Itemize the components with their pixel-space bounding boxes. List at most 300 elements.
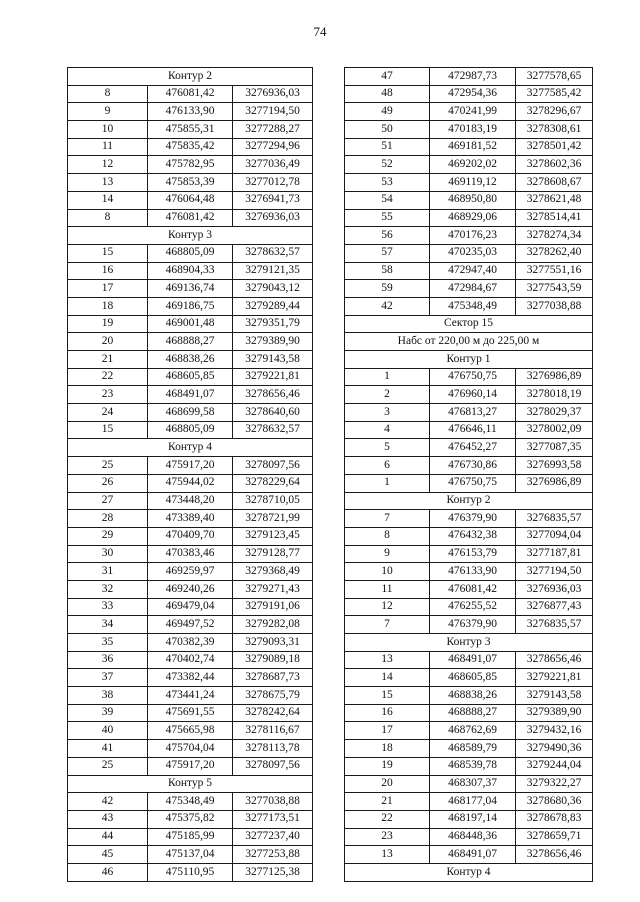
- coordinate-x: 469186,75: [148, 297, 233, 315]
- table-row: [345, 740, 593, 758]
- coordinate-y: 3279191,06: [233, 598, 313, 616]
- table-row: [345, 85, 593, 103]
- section-header-row: [345, 333, 593, 351]
- point-number: 23: [68, 386, 148, 404]
- coordinate-x: 469202,02: [430, 156, 516, 174]
- coordinate-x: 469479,04: [148, 598, 233, 616]
- section-header-row: [345, 315, 593, 333]
- table-row: [345, 121, 593, 139]
- coordinate-y: 3276936,03: [516, 580, 593, 598]
- point-number: 28: [68, 510, 148, 528]
- table-row: [345, 687, 593, 705]
- coordinate-x: 469119,12: [430, 174, 516, 192]
- coordinate-y: 3276986,89: [516, 474, 593, 492]
- coordinate-y: 3278242,64: [233, 704, 313, 722]
- coordinate-y: 3278632,57: [233, 244, 313, 262]
- coordinate-x: 468805,09: [148, 244, 233, 262]
- coordinate-x: 475110,95: [148, 863, 233, 881]
- coordinate-y: 3278659,71: [516, 828, 593, 846]
- coordinate-x: 468605,85: [430, 669, 516, 687]
- coordinate-y: 3278656,46: [516, 651, 593, 669]
- coordinate-y: 3278296,67: [516, 103, 593, 121]
- point-number: 57: [345, 244, 430, 262]
- point-number: 22: [345, 810, 430, 828]
- section-header-row: [345, 863, 593, 881]
- point-number: 7: [345, 616, 430, 634]
- coordinate-y: 3277288,27: [233, 121, 313, 139]
- point-number: 52: [345, 156, 430, 174]
- point-number: 26: [68, 474, 148, 492]
- coordinate-x: 468838,26: [148, 351, 233, 369]
- point-number: 45: [68, 846, 148, 864]
- coordinate-y: 3279221,81: [233, 368, 313, 386]
- coordinate-y: 3276941,73: [233, 191, 313, 209]
- coordinate-x: 476750,75: [430, 474, 516, 492]
- table-row: [68, 474, 313, 492]
- point-number: 29: [68, 527, 148, 545]
- point-number: 16: [345, 704, 430, 722]
- table-row: [68, 351, 313, 369]
- section-header-row: [68, 227, 313, 245]
- table-row: [68, 404, 313, 422]
- coordinate-y: 3277173,51: [233, 810, 313, 828]
- table-row: [68, 368, 313, 386]
- table-row: [68, 262, 313, 280]
- table-row: [345, 616, 593, 634]
- coordinate-x: 469001,48: [148, 315, 233, 333]
- point-number: 16: [68, 262, 148, 280]
- table-row: [68, 457, 313, 475]
- point-number: 12: [345, 598, 430, 616]
- table-row: [68, 280, 313, 298]
- table-row: [68, 510, 313, 528]
- coordinate-x: 470409,70: [148, 527, 233, 545]
- point-number: 2: [345, 386, 430, 404]
- coordinate-y: 3276936,03: [233, 85, 313, 103]
- coordinate-x: 468491,07: [430, 651, 516, 669]
- table-row: [68, 687, 313, 705]
- coordinate-y: 3279490,36: [516, 740, 593, 758]
- point-number: 36: [68, 651, 148, 669]
- point-number: 11: [345, 580, 430, 598]
- coordinate-x: 468805,09: [148, 421, 233, 439]
- coordinates-table-right: [344, 67, 593, 882]
- table-row: [68, 121, 313, 139]
- point-number: 9: [345, 545, 430, 563]
- coordinate-y: 3277194,50: [516, 563, 593, 581]
- section-header: Сектор 15: [345, 315, 593, 333]
- point-number: 3: [345, 404, 430, 422]
- coordinate-y: 3279043,12: [233, 280, 313, 298]
- coordinate-x: 476452,27: [430, 439, 516, 457]
- coordinate-y: 3279432,16: [516, 722, 593, 740]
- table-row: [345, 563, 593, 581]
- coordinate-y: 3278710,05: [233, 492, 313, 510]
- point-number: 56: [345, 227, 430, 245]
- point-number: 1: [345, 474, 430, 492]
- point-number: 39: [68, 704, 148, 722]
- point-number: 14: [68, 191, 148, 209]
- coordinate-x: 470402,74: [148, 651, 233, 669]
- point-number: 12: [68, 156, 148, 174]
- point-number: 54: [345, 191, 430, 209]
- coordinate-x: 476730,86: [430, 457, 516, 475]
- point-number: 42: [345, 297, 430, 315]
- table-row: [68, 563, 313, 581]
- coordinate-y: 3278678,83: [516, 810, 593, 828]
- section-header-row: [68, 68, 313, 86]
- coordinate-x: 469259,97: [148, 563, 233, 581]
- section-header-row: [345, 634, 593, 652]
- coordinate-y: 3277194,50: [233, 103, 313, 121]
- coordinate-y: 3278262,40: [516, 244, 593, 262]
- coordinate-x: 476133,90: [148, 103, 233, 121]
- point-number: 47: [345, 68, 430, 86]
- table-row: [68, 209, 313, 227]
- coordinate-x: 468888,27: [148, 333, 233, 351]
- table-row: [68, 846, 313, 864]
- coordinate-x: 476960,14: [430, 386, 516, 404]
- point-number: 9: [68, 103, 148, 121]
- coordinate-y: 3279389,90: [516, 704, 593, 722]
- point-number: 19: [68, 315, 148, 333]
- coordinate-x: 473382,44: [148, 669, 233, 687]
- point-number: 5: [345, 439, 430, 457]
- coordinate-y: 3279121,35: [233, 262, 313, 280]
- coordinate-y: 3278608,67: [516, 174, 593, 192]
- table-row: [345, 421, 593, 439]
- coordinate-y: 3278621,48: [516, 191, 593, 209]
- table-row: [68, 651, 313, 669]
- coordinate-y: 3279282,08: [233, 616, 313, 634]
- point-number: 6: [345, 457, 430, 475]
- point-number: 50: [345, 121, 430, 139]
- coordinate-x: 470183,19: [430, 121, 516, 139]
- point-number: 4: [345, 421, 430, 439]
- coordinate-x: 468491,07: [430, 846, 516, 864]
- table-row: [345, 386, 593, 404]
- coordinate-x: 475137,04: [148, 846, 233, 864]
- point-number: 51: [345, 138, 430, 156]
- table-row: [68, 386, 313, 404]
- coordinate-x: 469136,74: [148, 280, 233, 298]
- section-header: Контур 4: [345, 863, 593, 881]
- table-row: [345, 704, 593, 722]
- coordinate-x: 470235,03: [430, 244, 516, 262]
- point-number: 11: [68, 138, 148, 156]
- table-row: [68, 828, 313, 846]
- point-number: 1: [345, 368, 430, 386]
- point-number: 17: [68, 280, 148, 298]
- coordinate-y: 3277087,35: [516, 439, 593, 457]
- coordinate-y: 3279128,77: [233, 545, 313, 563]
- coordinate-x: 475944,02: [148, 474, 233, 492]
- coordinate-x: 469181,52: [430, 138, 516, 156]
- section-header: Контур 1: [345, 351, 593, 369]
- coordinate-x: 475917,20: [148, 457, 233, 475]
- section-header-row: [345, 351, 593, 369]
- coordinate-x: 476153,79: [430, 545, 516, 563]
- coordinate-x: 476081,42: [148, 209, 233, 227]
- point-number: 14: [345, 669, 430, 687]
- point-number: 32: [68, 580, 148, 598]
- coordinate-y: 3277585,42: [516, 85, 593, 103]
- point-number: 7: [345, 510, 430, 528]
- coordinate-x: 468197,14: [430, 810, 516, 828]
- table-row: [345, 156, 593, 174]
- point-number: 8: [68, 85, 148, 103]
- coordinate-y: 3277543,59: [516, 280, 593, 298]
- section-header: Контур 5: [68, 775, 313, 793]
- table-row: [68, 138, 313, 156]
- table-row: [345, 757, 593, 775]
- point-number: 15: [68, 421, 148, 439]
- coordinate-x: 475835,42: [148, 138, 233, 156]
- table-row: [68, 191, 313, 209]
- table-row: [68, 598, 313, 616]
- table-row: [345, 810, 593, 828]
- coordinate-x: 472984,67: [430, 280, 516, 298]
- coordinate-y: 3276936,03: [233, 209, 313, 227]
- coordinate-y: 3278308,61: [516, 121, 593, 139]
- coordinate-y: 3278113,78: [233, 740, 313, 758]
- coordinate-y: 3278675,79: [233, 687, 313, 705]
- table-row: [345, 244, 593, 262]
- table-row: [68, 545, 313, 563]
- coordinate-y: 3277094,04: [516, 527, 593, 545]
- table-row: [345, 545, 593, 563]
- coordinate-x: 473441,24: [148, 687, 233, 705]
- table-row: [345, 68, 593, 86]
- coordinate-x: 468605,85: [148, 368, 233, 386]
- point-number: 8: [345, 527, 430, 545]
- coordinate-y: 3277187,81: [516, 545, 593, 563]
- section-header: Контур 2: [345, 492, 593, 510]
- coordinate-x: 476432,38: [430, 527, 516, 545]
- coordinate-y: 3278656,46: [516, 846, 593, 864]
- section-header: Набс от 220,00 м до 225,00 м: [345, 333, 593, 351]
- coordinate-y: 3276835,57: [516, 616, 593, 634]
- table-row: [68, 492, 313, 510]
- point-number: 18: [68, 297, 148, 315]
- coordinate-x: 468838,26: [430, 687, 516, 705]
- coordinate-x: 476255,52: [430, 598, 516, 616]
- coordinate-x: 475917,20: [148, 757, 233, 775]
- table-row: [68, 244, 313, 262]
- coordinate-y: 3277294,96: [233, 138, 313, 156]
- point-number: 19: [345, 757, 430, 775]
- table-row: [345, 722, 593, 740]
- coordinate-x: 468904,33: [148, 262, 233, 280]
- point-number: 55: [345, 209, 430, 227]
- point-number: 30: [68, 545, 148, 563]
- table-row: [345, 527, 593, 545]
- coordinate-x: 475348,49: [148, 793, 233, 811]
- coordinate-y: 3277551,16: [516, 262, 593, 280]
- coordinate-y: 3278116,67: [233, 722, 313, 740]
- point-number: 25: [68, 457, 148, 475]
- coordinate-y: 3279351,79: [233, 315, 313, 333]
- coordinate-x: 475375,82: [148, 810, 233, 828]
- table-row: [68, 757, 313, 775]
- coordinate-x: 472947,40: [430, 262, 516, 280]
- coordinate-x: 475665,98: [148, 722, 233, 740]
- point-number: 38: [68, 687, 148, 705]
- coordinate-x: 476813,27: [430, 404, 516, 422]
- table-row: [345, 669, 593, 687]
- table-row: [68, 103, 313, 121]
- coordinate-y: 3278501,42: [516, 138, 593, 156]
- coordinate-x: 475855,31: [148, 121, 233, 139]
- point-number: 48: [345, 85, 430, 103]
- coordinate-y: 3276986,89: [516, 368, 593, 386]
- point-number: 40: [68, 722, 148, 740]
- point-number: 23: [345, 828, 430, 846]
- table-row: [68, 315, 313, 333]
- point-number: 22: [68, 368, 148, 386]
- point-number: 34: [68, 616, 148, 634]
- point-number: 21: [345, 793, 430, 811]
- coordinate-y: 3278029,37: [516, 404, 593, 422]
- coordinate-y: 3277012,78: [233, 174, 313, 192]
- section-header-row: [68, 439, 313, 457]
- table-row: [345, 209, 593, 227]
- point-number: 10: [345, 563, 430, 581]
- table-row: [68, 527, 313, 545]
- coordinate-x: 468539,78: [430, 757, 516, 775]
- section-header: Контур 3: [345, 634, 593, 652]
- coordinate-x: 468448,36: [430, 828, 516, 846]
- table-row: [68, 174, 313, 192]
- point-number: 15: [68, 244, 148, 262]
- point-number: 49: [345, 103, 430, 121]
- coordinate-x: 476750,75: [430, 368, 516, 386]
- table-row: [345, 828, 593, 846]
- section-header-row: [68, 775, 313, 793]
- coordinate-x: 475348,49: [430, 297, 516, 315]
- coordinate-x: 468307,37: [430, 775, 516, 793]
- coordinate-y: 3276877,43: [516, 598, 593, 616]
- table-row: [68, 580, 313, 598]
- point-number: 8: [68, 209, 148, 227]
- coordinate-x: 468699,58: [148, 404, 233, 422]
- table-row: [345, 368, 593, 386]
- point-number: 24: [68, 404, 148, 422]
- table-row: [68, 810, 313, 828]
- table-row: [345, 793, 593, 811]
- table-row: [345, 474, 593, 492]
- coordinate-x: 470176,23: [430, 227, 516, 245]
- coordinate-y: 3279221,81: [516, 669, 593, 687]
- point-number: 31: [68, 563, 148, 581]
- table-row: [345, 174, 593, 192]
- coordinate-x: 468929,06: [430, 209, 516, 227]
- table-row: [68, 333, 313, 351]
- point-number: 58: [345, 262, 430, 280]
- point-number: 10: [68, 121, 148, 139]
- table-row: [68, 634, 313, 652]
- coordinate-y: 3276993,58: [516, 457, 593, 475]
- coordinate-y: 3278002,09: [516, 421, 593, 439]
- coordinate-x: 476081,42: [148, 85, 233, 103]
- coordinate-x: 470382,39: [148, 634, 233, 652]
- table-row: [345, 280, 593, 298]
- coordinate-x: 476379,90: [430, 510, 516, 528]
- table-row: [68, 421, 313, 439]
- coordinate-y: 3277038,88: [516, 297, 593, 315]
- page-number: 74: [313, 24, 327, 39]
- coordinate-x: 470241,99: [430, 103, 516, 121]
- table-row: [345, 775, 593, 793]
- point-number: 46: [68, 863, 148, 881]
- coordinate-x: 475691,55: [148, 704, 233, 722]
- coordinate-y: 3279322,27: [516, 775, 593, 793]
- coordinate-y: 3278514,41: [516, 209, 593, 227]
- coordinate-y: 3278097,56: [233, 757, 313, 775]
- coordinate-x: 468177,04: [430, 793, 516, 811]
- section-header: Контур 2: [68, 68, 313, 86]
- point-number: 20: [68, 333, 148, 351]
- coordinate-x: 468888,27: [430, 704, 516, 722]
- table-row: [345, 404, 593, 422]
- table-row: [345, 297, 593, 315]
- table-row: [345, 651, 593, 669]
- table-row: [345, 598, 593, 616]
- table-row: [68, 85, 313, 103]
- coordinate-y: 3278018,19: [516, 386, 593, 404]
- table-row: [345, 439, 593, 457]
- coordinate-y: 3279143,58: [233, 351, 313, 369]
- coordinate-y: 3278680,36: [516, 793, 593, 811]
- table-row: [68, 616, 313, 634]
- coordinate-y: 3278602,36: [516, 156, 593, 174]
- table-row: [68, 863, 313, 881]
- coordinate-x: 476646,11: [430, 421, 516, 439]
- coordinate-y: 3279244,04: [516, 757, 593, 775]
- coordinate-x: 475185,99: [148, 828, 233, 846]
- point-number: 35: [68, 634, 148, 652]
- table-row: [68, 156, 313, 174]
- table-row: [68, 297, 313, 315]
- table-row: [345, 103, 593, 121]
- point-number: 13: [345, 651, 430, 669]
- point-number: 33: [68, 598, 148, 616]
- table-row: [68, 740, 313, 758]
- point-number: 20: [345, 775, 430, 793]
- coordinate-y: 3279289,44: [233, 297, 313, 315]
- point-number: 25: [68, 757, 148, 775]
- coordinate-y: 3277578,65: [516, 68, 593, 86]
- coordinate-y: 3278274,34: [516, 227, 593, 245]
- coordinate-x: 475782,95: [148, 156, 233, 174]
- point-number: 15: [345, 687, 430, 705]
- coordinate-x: 476133,90: [430, 563, 516, 581]
- table-row: [345, 262, 593, 280]
- coordinate-x: 470383,46: [148, 545, 233, 563]
- coordinate-y: 3277125,38: [233, 863, 313, 881]
- point-number: 42: [68, 793, 148, 811]
- coordinate-y: 3278229,64: [233, 474, 313, 492]
- coordinate-x: 468950,80: [430, 191, 516, 209]
- coordinate-x: 476064,48: [148, 191, 233, 209]
- coordinate-x: 476081,42: [430, 580, 516, 598]
- coordinate-y: 3278640,60: [233, 404, 313, 422]
- table-row: [345, 510, 593, 528]
- coordinate-y: 3276835,57: [516, 510, 593, 528]
- coordinate-y: 3279143,58: [516, 687, 593, 705]
- coordinate-x: 468762,69: [430, 722, 516, 740]
- table-row: [345, 457, 593, 475]
